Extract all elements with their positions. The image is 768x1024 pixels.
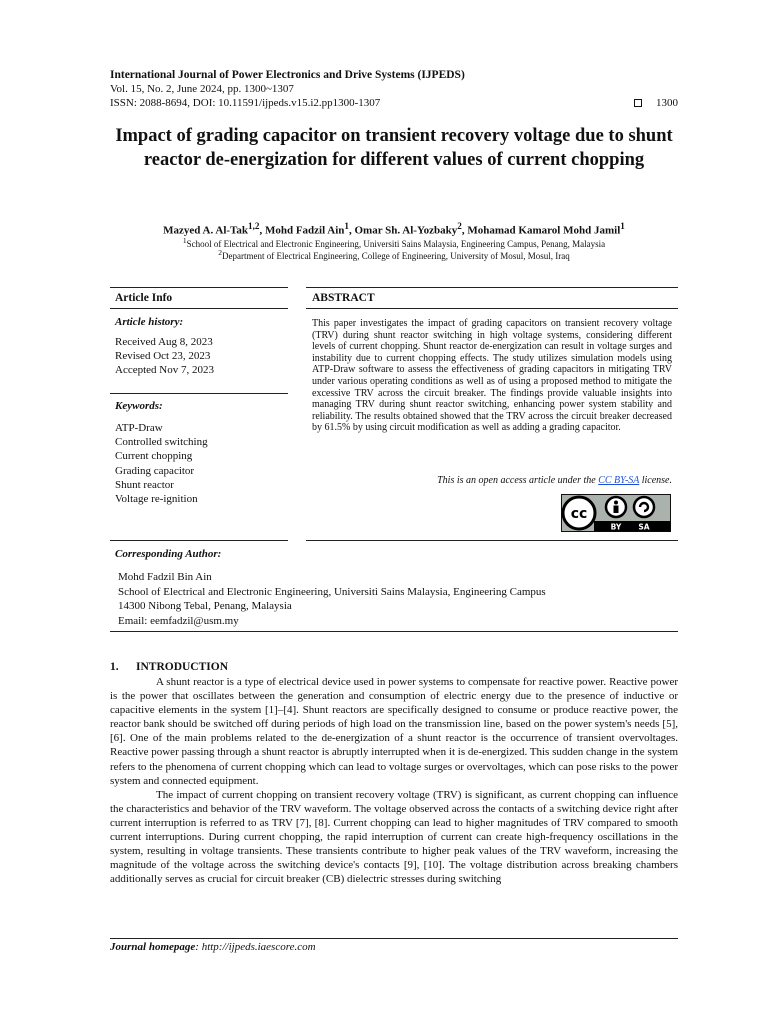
affiliation-sup: 1	[182, 236, 187, 245]
section-title: INTRODUCTION	[136, 661, 229, 673]
affiliation-text: School of Electrical and Electronic Engineering, Universiti Sains Malaysia, Engineering Campus, Penang, Malaysia	[186, 239, 606, 249]
running-header	[110, 68, 678, 110]
keyword-item: Grading capacitor	[115, 464, 195, 477]
footer	[110, 941, 316, 953]
cc-label: cc	[570, 506, 588, 522]
open-access-note	[312, 475, 672, 486]
section-heading	[110, 661, 228, 673]
section-number: 1.	[110, 661, 119, 673]
journal-homepage-link[interactable]: http://ijpeds.iaescore.com	[201, 941, 316, 953]
affiliation-text: Department of Electrical Engineering, College of Engineering, University of Mosul, Mosul, Iraq	[222, 251, 570, 261]
keyword-item: Current chopping	[115, 450, 193, 463]
paragraph: The impact of current chopping on transient recovery voltage (TRV) is significant, as current chopping can influence the characteristics and behavior of the TRV waveform. The voltage observed across the contacts of a switching device right after current interruption is referred to as TRV [7], [8]. Current chopping can lead to higher magnitudes of TRV compared to smooth current interruptions. During current chopping, the rapid interruption of current can create high-frequency oscillations in the system, resulting in voltage transients. These transients contribute to higher peak values of the TRV waveform, increasing the magnitude of the voltage across the switching device's contacts [9], [10]. The voltage distribution across breaking chambers additionally serves as crucial for circuit breaker (CB) dielectric stresses during switching	[110, 788, 678, 886]
abstract-sub-rule	[306, 308, 678, 309]
author-sup: 2	[457, 221, 462, 231]
keyword-item: Controlled switching	[115, 436, 208, 449]
footer-label: Journal homepage	[110, 941, 196, 953]
page-number: 1300	[656, 97, 678, 109]
section-body	[110, 675, 678, 886]
history-item: Accepted Nov 7, 2023	[115, 364, 214, 377]
author-sup: 1	[620, 221, 625, 231]
corresponding-name: Mohd Fadzil Bin Ain	[118, 571, 212, 583]
abstract-top-rule	[306, 287, 678, 288]
history-item: Revised Oct 23, 2023	[115, 350, 211, 363]
article-info-top-rule	[110, 287, 288, 288]
corresponding-label: Corresponding Author:	[115, 548, 222, 560]
cc-by-sa-link[interactable]: CC BY-SA	[598, 475, 640, 486]
corresponding-address: 14300 Nibong Tebal, Penang, Malaysia	[118, 600, 292, 612]
keyword-item: Voltage re-ignition	[115, 493, 198, 506]
article-info-bottom-rule	[110, 540, 288, 541]
abstract-text: This paper investigates the impact of grading capacitors on transient recovery voltage (TRV) during shunt reactor switching in high voltage systems, considering different levels of current chopping. Shunt reactor de-energization can result in voltage surges and instability due to current chopping effects. The study utilizes simulation models using ATP-Draw software to assess the effectiveness of grading capacitors in mitigating TRV under various operating conditions as well as of using a proposed method to mitigate the excessive TRV across the circuit breaker. The findings provide valuable insights into managing TRV during shunt reactor switching, enhancing power system stability and reliability. The results obtained showed that the TRV across the circuit breaker decreased by 61.5% by using circuit modification as well as adding a grading capacitor.	[312, 318, 672, 434]
corresponding-bottom-rule	[110, 631, 678, 632]
license-suffix: license.	[639, 475, 672, 486]
corresponding-school: School of Electrical and Electronic Engineering, Universiti Sains Malaysia, Engineering Campus	[118, 585, 546, 598]
author-name: Mohamad Kamarol Mohd Jamil	[467, 224, 621, 237]
volume-info: Vol. 15, No. 2, June 2024, pp. 1300~1307	[110, 83, 294, 95]
abstract-bottom-rule	[306, 540, 678, 541]
journal-name: International Journal of Power Electronics and Drive Systems (IJPEDS)	[110, 69, 465, 81]
sa-label: SA	[638, 522, 650, 532]
issn-doi: ISSN: 2088-8694, DOI: 10.11591/ijpeds.v15.i2.pp1300-1307	[110, 97, 381, 109]
author-sup: 1	[344, 221, 349, 231]
author-name: Mohd Fadzil Ain	[264, 224, 345, 237]
keywords-label: Keywords:	[115, 400, 163, 412]
author-name: Omar Sh. Al-Yozbaky	[354, 224, 458, 237]
paragraph: A shunt reactor is a type of electrical device used in power systems to compensate for reactive power. Reactive power is the power that oscillates between the generation and consumption of electric energy due to the presence of inductive or capacitive elements in the system [1]–[4]. Shunt reactors are specifically designed to consume or produce reactive power, the reactor bank should be switched off during periods of high load on the transmission line, based on the power system's needs [5], [6]. One of the main problems related to the de-energization of a shunt reactor is the occurrence of transient overvoltages. Reactive power passing through a shunt reactor is abruptly interrupted when it is de-energized. This sudden change in the system refers to the phenomena of current chopping which can lead to voltage surges or overvoltages, which can pose risks to the power system and connected equipment.	[110, 676, 678, 787]
affiliation-sup: 2	[218, 248, 223, 257]
cc-by-sa-badge-icon[interactable]	[561, 494, 671, 532]
keywords-rule	[110, 393, 288, 394]
license-prefix: This is an open access article under the	[437, 475, 599, 486]
affiliation	[110, 247, 678, 262]
article-info-heading: Article Info	[115, 292, 173, 304]
author-sup: 1,2	[248, 221, 260, 231]
footer-rule	[110, 938, 678, 939]
keyword-item: Shunt reactor	[115, 478, 174, 491]
keyword-item: ATP-Draw	[115, 422, 163, 434]
author-list: Mazyed A. Al-Tak$^{1,2}$, Mohd Fadzil Ain$^1$, Omar Sh. Al-Yozbaky$^2$, Mohamad Kamarol Mohd Jamil$^1$	[163, 221, 625, 237]
corresponding-email: Email: eemfadzil@usm.my	[118, 614, 239, 627]
history-list	[115, 335, 214, 378]
history-item: Received Aug 8, 2023	[115, 336, 213, 348]
footer-sep: :	[195, 941, 202, 953]
article-info-sub-rule	[110, 308, 288, 309]
keywords-list	[115, 421, 208, 506]
square-bullet-icon	[634, 99, 642, 107]
corresponding-author	[118, 570, 546, 628]
abstract-heading: ABSTRACT	[312, 292, 375, 304]
by-label: BY	[610, 522, 622, 532]
author-name: Mazyed A. Al-Tak	[163, 224, 248, 237]
history-label: Article history:	[115, 316, 184, 328]
paper-title: Impact of grading capacitor on transient recovery voltage due to shunt reactor de-energization for different values of current chopping	[115, 126, 673, 170]
